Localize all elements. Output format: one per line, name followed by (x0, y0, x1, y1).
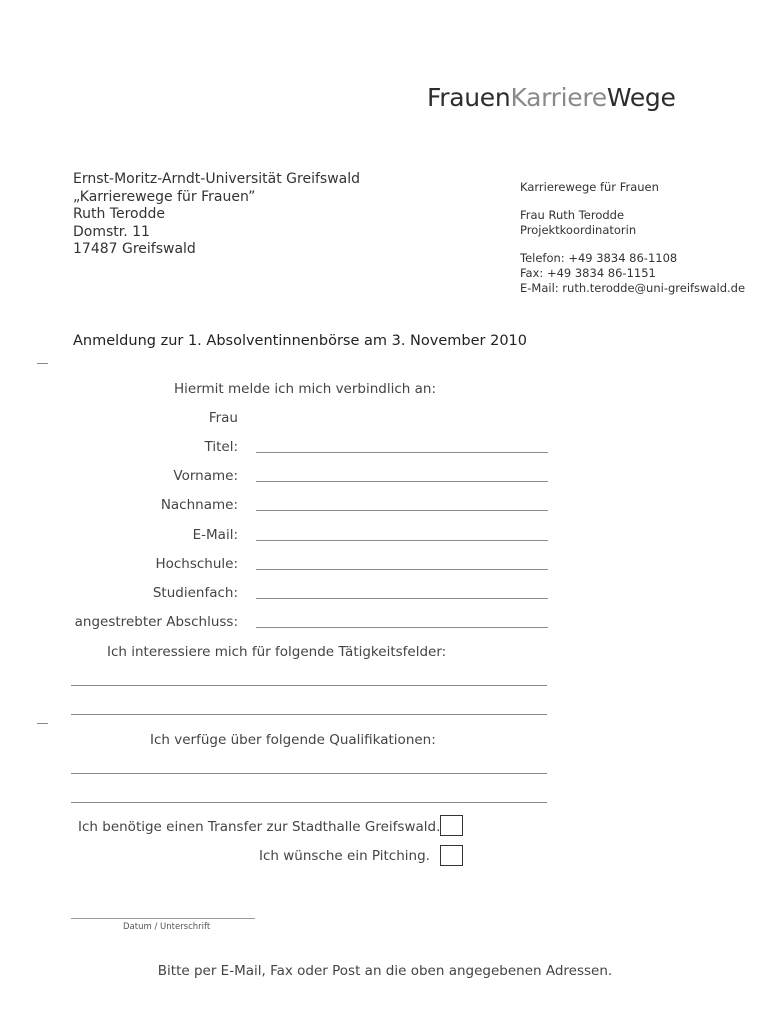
nachname-input-line[interactable] (256, 510, 548, 511)
field-label-studienfach: Studienfach: (152, 585, 238, 601)
sender-address (73, 171, 360, 259)
contact-role: Projektkoordinatorin (520, 223, 637, 237)
sender-line: „Karrierewege für Frauen” (73, 188, 256, 205)
contact-fax: Fax: +49 3834 86-1151 (520, 266, 656, 280)
contact-name: Frau Ruth Terodde (520, 208, 625, 222)
sender-line: Ernst-Moritz-Arndt-Universität Greifswald (73, 171, 361, 187)
logo-part-frauen: Frauen (427, 83, 511, 112)
salutation-label: Frau (208, 410, 238, 426)
form-intro: Hiermit melde ich mich verbindlich an: (174, 381, 437, 397)
contact-phone: Telefon: +49 3834 86-1108 (520, 251, 678, 265)
sender-line: Ruth Terodde (73, 206, 165, 222)
pitching-label: Ich wünsche ein Pitching. (259, 848, 430, 864)
fold-mark (37, 363, 48, 364)
qualifications-input-line[interactable] (71, 802, 547, 803)
transfer-label: Ich benötige einen Transfer zur Stadthalle Greifswald. (78, 819, 441, 835)
field-label-nachname: Nachname: (160, 497, 238, 513)
page-title: Anmeldung zur 1. Absolventinnenbörse am 3. November 2010 (73, 333, 527, 349)
fold-mark (37, 723, 48, 724)
titel-input-line[interactable] (256, 452, 548, 453)
studienfach-input-line[interactable] (256, 598, 548, 599)
contact-email: E-Mail: ruth.terodde@uni-greifswald.de (520, 281, 746, 295)
interests-input-line[interactable] (71, 714, 547, 715)
transfer-checkbox[interactable] (440, 815, 463, 836)
qualifications-input-line[interactable] (71, 773, 547, 774)
field-label-abschluss: angestrebter Abschluss: (74, 614, 238, 630)
field-label-titel: Titel: (204, 439, 238, 455)
signature-label: Datum / Unterschrift (123, 922, 211, 932)
hochschule-input-line[interactable] (256, 569, 548, 570)
pitching-checkbox[interactable] (440, 845, 463, 866)
field-label-email: E-Mail: (192, 527, 238, 543)
interests-label: Ich interessiere mich für folgende Tätigkeitsfelder: (107, 644, 447, 660)
interests-input-line[interactable] (71, 685, 547, 686)
field-label-vorname: Vorname: (173, 468, 238, 484)
vorname-input-line[interactable] (256, 481, 548, 482)
logo-part-karriere: Karriere (510, 83, 607, 112)
email-input-line[interactable] (256, 540, 548, 541)
field-label-hochschule: Hochschule: (155, 556, 238, 572)
contact-block (520, 180, 745, 296)
signature-line[interactable] (71, 918, 255, 919)
sender-line: Domstr. 11 (73, 223, 150, 240)
logo (427, 83, 676, 112)
qualifications-label: Ich verfüge über folgende Qualifikationen: (150, 732, 436, 748)
abschluss-input-line[interactable] (256, 627, 548, 628)
sender-line: 17487 Greifswald (73, 241, 196, 257)
footer-note: Bitte per E-Mail, Fax oder Post an die oben angegebenen Adressen. (157, 963, 613, 979)
contact-org: Karrierewege für Frauen (520, 180, 659, 194)
logo-part-wege: Wege (606, 83, 676, 112)
